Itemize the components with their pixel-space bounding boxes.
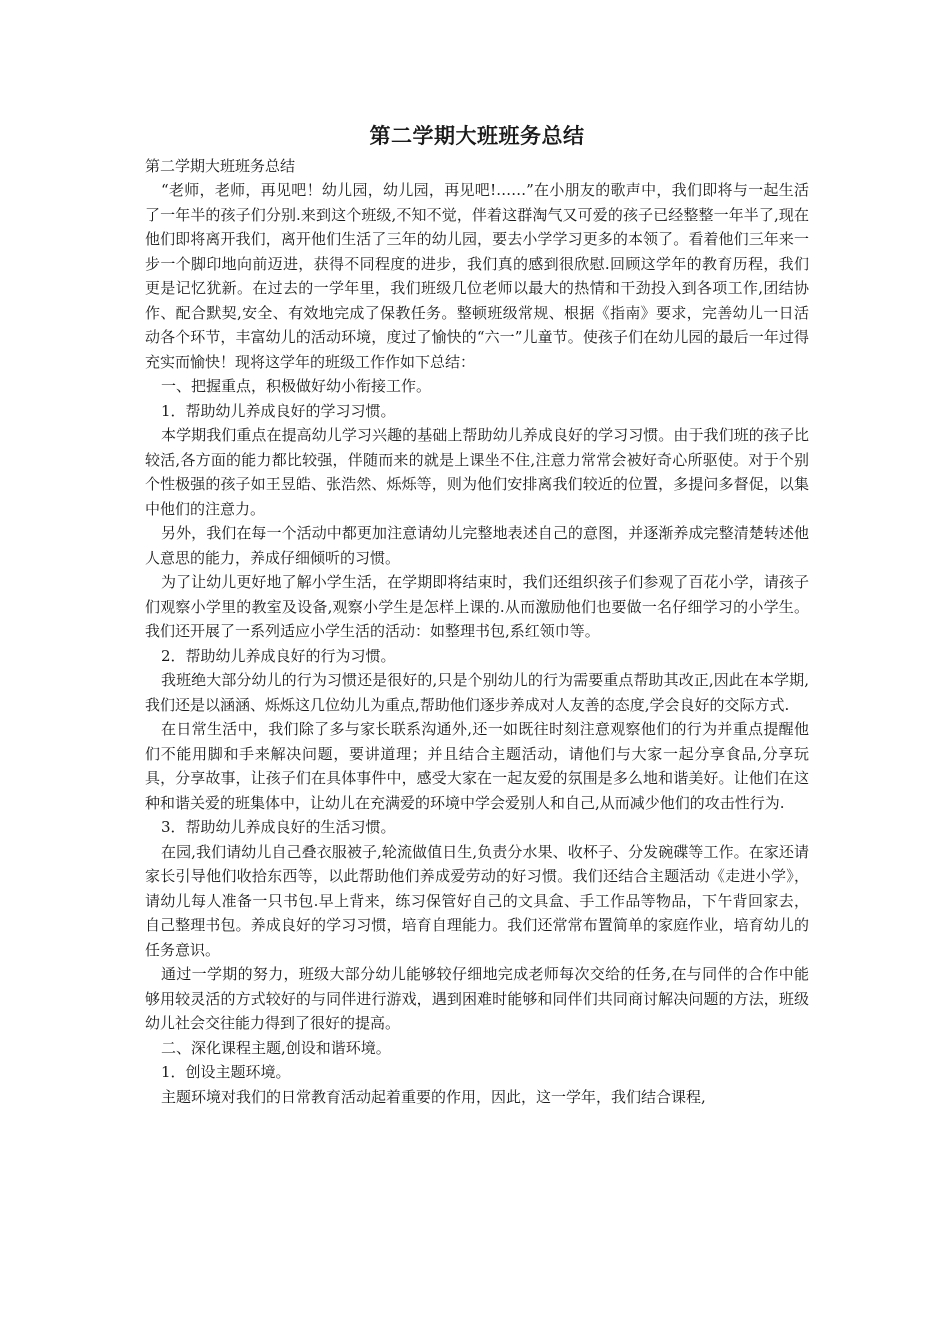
- paragraph-intro: “老师，老师，再见吧！幼儿园，幼儿园，再见吧!……”在小朋友的歌声中，我们即将与一起生活了一年半的孩子们分别.来到这个班级,不知不觉，伴着这群淘气又可爱的孩子已经整整一年半了,现在他们即将离开我们，离开他们生活了三年的幼儿园，要去小学学习更多的本领了。看着他们三年来一步一个脚印地向前迈进，获得不同程度的进步，我们真的感到很欣慰.回顾这学年的教育历程，我们更是记忆犹新。在过去的一学年里，我们班级几位老师以最大的热情和干劲投入到各项工作,团结协作、配合默契,安全、有效地完成了保教任务。整顿班级常规、根据《指南》要求，完善幼儿一日活动各个环节，丰富幼儿的活动环境，度过了愉快的“六一”儿童节。使孩子们在幼儿园的最后一年过得充实而愉快！现将这学年的班级工作作如下总结：: [145, 181, 809, 371]
- subsection-heading-1-2: 2．帮助幼儿养成良好的行为习惯。: [161, 646, 396, 665]
- document-title: 第二学期大班班务总结: [369, 123, 585, 148]
- subsection-heading-2-1: 1．创设主题环境。: [161, 1063, 291, 1081]
- paragraph: 在日常生活中，我们除了多与家长联系沟通外,还一如既往时刻注意观察他们的行为并重点提醒他们不能用脚和手来解决问题，要讲道理；并且结合主题活动，请他们与大家一起分享食品,分享玩具，分享故事，让孩子们在具体事件中，感受大家在一起友爱的氛围是多么地和谐美好。让他们在这种和谐关爱的班集体中，让幼儿在充满爱的环境中学会爱别人和自己,从而减少他们的攻击性行为.: [145, 720, 809, 812]
- paragraph: 本学期我们重点在提高幼儿学习兴趣的基础上帮助幼儿养成良好的学习习惯。由于我们班的孩子比较活,各方面的能力都比较强，伴随而来的就是上课坐不住,注意力常常会被好奇心所驱使。对于个别个性极强的孩子如王昱皓、张浩然、烁烁等，则为他们安排离我们较近的位置，多提问多督促，以集中他们的注意力。: [145, 426, 809, 518]
- paragraph: 通过一学期的努力，班级大部分幼儿能够较仔细地完成老师每次交给的任务,在与同伴的合作中能够用较灵活的方式较好的与同伴进行游戏，遇到困难时能够和同伴们共同商讨解决问题的方法，班级幼儿社会交往能力得到了很好的提高。: [145, 965, 809, 1032]
- paragraph: 为了让幼儿更好地了解小学生活，在学期即将结束时，我们还组织孩子们参观了百花小学，请孩子们观察小学里的教室及设备,观察小学生是怎样上课的.从而激励他们也要做一名仔细学习的小学生。我们还开展了一系列适应小学生活的活动：如整理书包,系红领巾等。: [145, 573, 809, 640]
- document-page: [145, 118, 809, 1109]
- paragraph: 另外，我们在每一个活动中都更加注意请幼儿完整地表述自己的意图，并逐渐养成完整清楚转述他人意思的能力，养成仔细倾听的习惯。: [145, 524, 809, 567]
- subsection-heading-1-3: 3．帮助幼儿养成良好的生活习惯。: [161, 818, 396, 836]
- subsection-heading-1-1: 1．帮助幼儿养成良好的学习习惯。: [161, 401, 396, 420]
- paragraph: 主题环境对我们的日常教育活动起着重要的作用，因此，这一学年，我们结合课程,: [161, 1087, 706, 1106]
- section-heading-1: 一、把握重点，积极做好幼小衔接工作。: [161, 377, 432, 395]
- section-heading-2: 二、深化课程主题,创设和谐环境。: [161, 1038, 391, 1057]
- paragraph: 我班绝大部分幼儿的行为习惯还是很好的,只是个别幼儿的行为需要重点帮助其改正,因此在本学期,我们还是以涵涵、烁烁这几位幼儿为重点,帮助他们逐步养成对人友善的态度,学会良好的交际方式.: [145, 671, 809, 714]
- document-subtitle: 第二学期大班班务总结: [145, 157, 296, 175]
- paragraph: 在园,我们请幼儿自己叠衣服被子,轮流做值日生,负责分水果、收杯子、分发碗碟等工作。在家还请家长引导他们收拾东西等，以此帮助他们养成爱劳动的好习惯。我们还结合主题活动《走进小学》，请幼儿每人准备一只书包.早上背来，练习保管好自己的文具盒、手工作品等物品，下午背回家去，自己整理书包。养成良好的学习习惯，培育自理能力。我们还常常布置简单的家庭作业，培育幼儿的任务意识。: [145, 842, 809, 959]
